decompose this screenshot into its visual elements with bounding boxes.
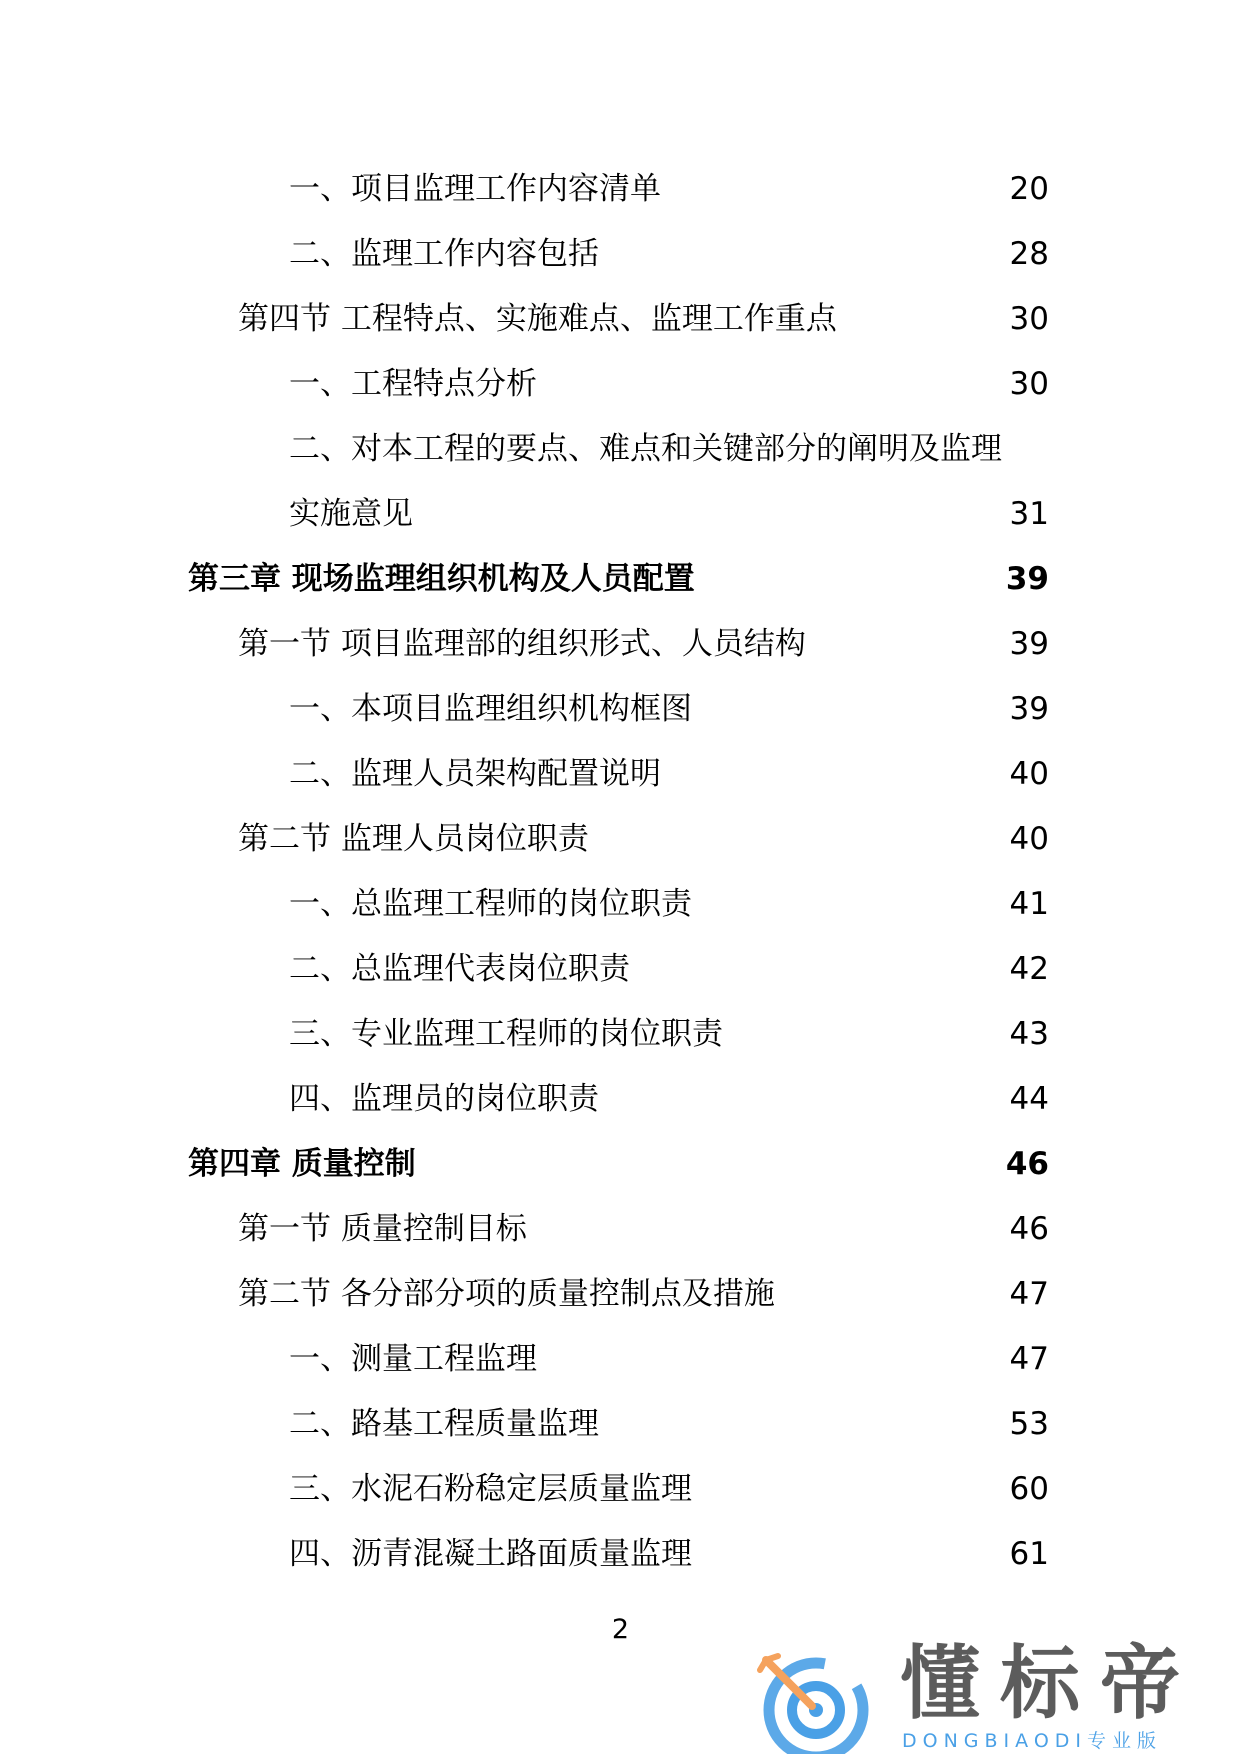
toc-entry-page: 39 xyxy=(1009,691,1049,727)
toc-entry[interactable] xyxy=(289,230,1049,278)
target-icon xyxy=(752,1640,882,1754)
toc-entry-title: 二、对本工程的要点、难点和关键部分的阐明及监理 xyxy=(289,431,1002,467)
watermark-brand: 懂标帝 xyxy=(900,1637,1200,1730)
toc-entry[interactable] xyxy=(238,295,1049,343)
toc-entry-page: 44 xyxy=(1009,1081,1049,1117)
toc-entry[interactable] xyxy=(289,360,1049,408)
toc-entry-title: 第二节 各分部分项的质量控制点及措施 xyxy=(238,1276,775,1312)
toc-entry-page: 28 xyxy=(1009,236,1049,272)
toc-entry-page: 39 xyxy=(1009,626,1049,662)
toc-entry-page: 40 xyxy=(1009,756,1049,792)
toc-entry[interactable] xyxy=(289,490,1049,538)
toc-entry[interactable] xyxy=(238,1270,1049,1318)
toc-entry-page: 46 xyxy=(1009,1211,1049,1247)
toc-entry-page: 39 xyxy=(1005,561,1049,597)
toc-entry-page: 47 xyxy=(1009,1341,1049,1377)
toc-entry-title: 二、监理人员架构配置说明 xyxy=(289,756,661,792)
toc-entry-page: 30 xyxy=(1009,366,1049,402)
toc-entry-title: 二、路基工程质量监理 xyxy=(289,1406,599,1442)
toc-entry[interactable] xyxy=(188,555,1049,603)
toc-entry-page: 60 xyxy=(1009,1471,1049,1507)
toc-entry-title: 一、工程特点分析 xyxy=(289,366,537,402)
toc-entry-title: 四、监理员的岗位职责 xyxy=(289,1081,599,1117)
toc-entry-title: 二、监理工作内容包括 xyxy=(289,236,599,272)
toc-entry-title: 三、水泥石粉稳定层质量监理 xyxy=(289,1471,692,1507)
toc-entry-title: 第一节 项目监理部的组织形式、人员结构 xyxy=(238,626,806,662)
toc-entry-page: 43 xyxy=(1009,1016,1049,1052)
toc-entry-title: 一、本项目监理组织机构框图 xyxy=(289,691,692,727)
toc-entry-page: 47 xyxy=(1009,1276,1049,1312)
toc-entry[interactable] xyxy=(238,620,1049,668)
toc-entry[interactable] xyxy=(289,1010,1049,1058)
toc-entry[interactable] xyxy=(289,945,1049,993)
toc-entry[interactable] xyxy=(289,1075,1049,1123)
toc-entry-page: 53 xyxy=(1009,1406,1049,1442)
toc-entry[interactable] xyxy=(289,880,1049,928)
page-number: 2 xyxy=(611,1614,630,1645)
toc-entry-title: 第三章 现场监理组织机构及人员配置 xyxy=(188,561,695,597)
toc-entry[interactable] xyxy=(289,425,1049,473)
toc-entry-title: 第一节 质量控制目标 xyxy=(238,1211,527,1247)
toc-entry-page: 46 xyxy=(1005,1146,1049,1182)
toc-entry-title: 三、专业监理工程师的岗位职责 xyxy=(289,1016,723,1052)
toc-entry[interactable] xyxy=(289,1530,1049,1578)
toc-entry-title: 第四章 质量控制 xyxy=(188,1146,416,1182)
toc-entry[interactable] xyxy=(289,1465,1049,1513)
toc-entry[interactable] xyxy=(289,685,1049,733)
toc-entry-page: 61 xyxy=(1009,1536,1049,1572)
toc-entry-title: 一、总监理工程师的岗位职责 xyxy=(289,886,692,922)
toc-entry-title: 四、沥青混凝土路面质量监理 xyxy=(289,1536,692,1572)
toc-entry[interactable] xyxy=(289,1335,1049,1383)
toc-entry[interactable] xyxy=(289,165,1049,213)
toc-entry-title: 一、测量工程监理 xyxy=(289,1341,537,1377)
toc-entry-title: 实施意见 xyxy=(289,496,413,532)
toc-entry-title: 第四节 工程特点、实施难点、监理工作重点 xyxy=(238,301,837,337)
toc-entry[interactable] xyxy=(188,1140,1049,1188)
toc-entry-page: 31 xyxy=(1009,496,1049,532)
watermark-subtitle: DONGBIAODI专业版 xyxy=(902,1730,1163,1752)
toc-entry-title: 一、项目监理工作内容清单 xyxy=(289,171,661,207)
toc-entry-page: 40 xyxy=(1009,821,1049,857)
toc-entry-title: 第二节 监理人员岗位职责 xyxy=(238,821,589,857)
toc-entry-title: 二、总监理代表岗位职责 xyxy=(289,951,630,987)
toc-entry-page: 30 xyxy=(1009,301,1049,337)
toc-entry[interactable] xyxy=(289,750,1049,798)
watermark-logo xyxy=(752,1637,1232,1754)
toc-entry[interactable] xyxy=(289,1400,1049,1448)
toc-entry-page: 42 xyxy=(1009,951,1049,987)
toc-entry-page: 41 xyxy=(1009,886,1049,922)
toc-entry[interactable] xyxy=(238,815,1049,863)
toc-entry-page: 20 xyxy=(1009,171,1049,207)
toc-entry[interactable] xyxy=(238,1205,1049,1253)
